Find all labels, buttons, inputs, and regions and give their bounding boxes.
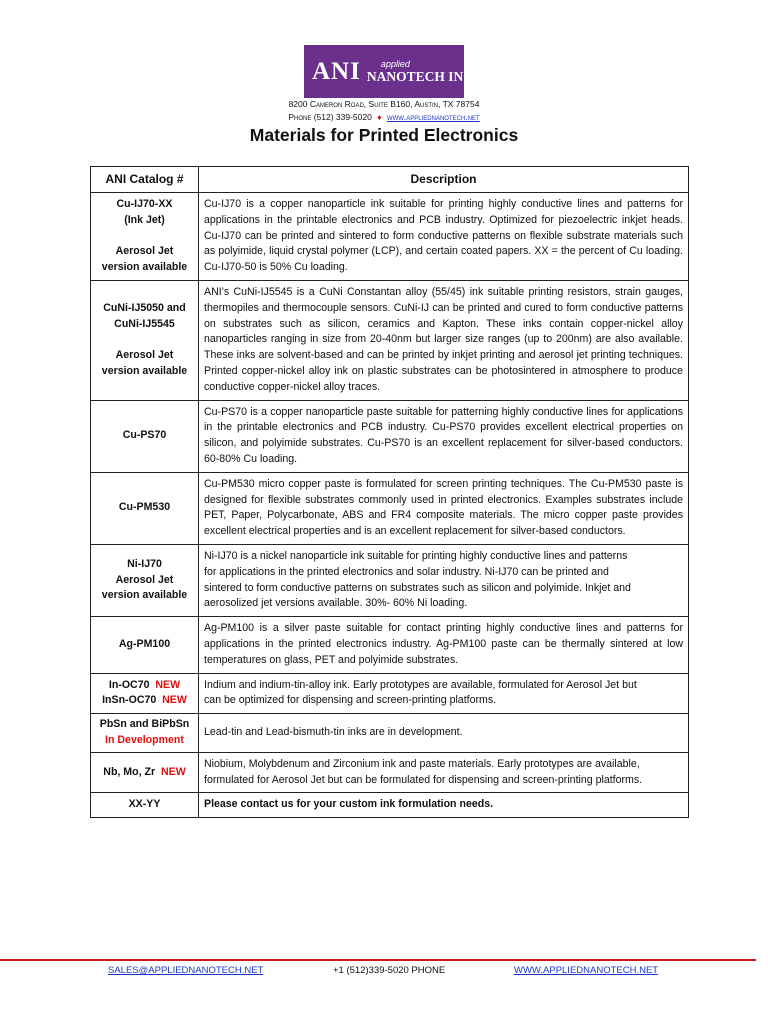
description-line: Indium and indium-tin-alloy ink. Early prototypes are available, formulated for Aerosol Jet but <box>204 678 637 691</box>
catalog-line: PbSn and BiPbSn <box>99 718 190 731</box>
description-cell: Cu-IJ70 is a copper nanoparticle ink suitable for printing highly conductive lines and patterns for applications in the printable electronics and PCB industry. Optimized for piezoelectric inkjet heads. Cu-IJ70 can be printed and sintered to form conductive patterns on flexible substrate materials such as polyimide, liquid crystal polymer (LCP), and certain coated papers. XX = the percent of Cu loading. Cu-IJ70-50 is 50% Cu loading. <box>199 193 689 281</box>
description-line: Niobium, Molybdenum and Zirconium ink and paste materials. Early prototypes are available, <box>204 757 640 770</box>
catalog-cell <box>91 714 199 753</box>
company-website-link[interactable]: www.appliednanotech.net <box>386 112 480 122</box>
table-row <box>91 617 689 673</box>
table-row <box>91 714 689 753</box>
table-header-row <box>91 167 689 193</box>
table-row <box>91 673 689 714</box>
table-row <box>91 280 689 400</box>
catalog-table <box>90 166 689 818</box>
catalog-cell <box>91 673 199 714</box>
catalog-line: version available <box>101 260 188 273</box>
description-column-header: Description <box>199 167 689 193</box>
product-name: In-OC70 <box>108 678 150 691</box>
catalog-line <box>93 678 196 694</box>
catalog-cell <box>91 544 199 616</box>
table-row <box>91 472 689 544</box>
catalog-line: Aerosol Jet <box>115 348 174 361</box>
logo-ani-text: ANI <box>312 57 361 85</box>
table-row <box>91 793 689 818</box>
catalog-line: Cu-IJ70-XX <box>116 198 173 211</box>
footer-website-link[interactable]: WWW.APPLIEDNANOTECH.NET <box>514 965 659 976</box>
catalog-line: Aerosol Jet <box>115 244 174 257</box>
catalog-line: version available <box>101 589 188 602</box>
footer-email-link[interactable]: SALES@APPLIEDNANOTECH.NET <box>108 965 264 976</box>
description-cell <box>199 673 689 714</box>
table-row <box>91 400 689 472</box>
description-cell: Please contact us for your custom ink formulation needs. <box>199 793 689 818</box>
description-line: can be optimized for dispensing and screen-printing platforms. <box>204 694 497 707</box>
catalog-line: Ni-IJ70 <box>127 557 162 570</box>
description-line: aerosolized jet versions available. 30%- 60% Ni loading. <box>204 597 468 610</box>
footer-divider <box>0 959 756 961</box>
product-name: InSn-OC70 <box>102 694 157 707</box>
product-name: Nb, Mo, Zr <box>103 765 156 778</box>
catalog-cell: XX-YY <box>91 793 199 818</box>
description-line: for applications in the printed electronics and solar industry. Ni-IJ70 can be printed and <box>204 565 609 578</box>
new-badge: NEW <box>160 765 186 778</box>
catalog-line: version available <box>101 364 188 377</box>
description-cell: Ag-PM100 is a silver paste suitable for contact printing highly conductive lines and patterns for applications in the printed electronics industry. Ag-PM100 paste can be thermally sintered at low temperatures on glass, PET and polyimide substrates. <box>199 617 689 673</box>
catalog-line <box>93 693 196 709</box>
description-line: formulated for Aerosol Jet but can be formulated for dispensing and screen-printing platforms. <box>204 773 643 786</box>
catalog-line: CuNi-IJ5050 and <box>103 302 186 315</box>
footer-phone: +1 (512)339-5020 PHONE <box>333 965 446 976</box>
description-line: sintered to form conductive patterns on substrates such as silicon and polyimide. Inkjet and <box>204 581 631 594</box>
catalog-cell <box>91 280 199 400</box>
table-row <box>91 752 689 793</box>
description-cell: Cu-PS70 is a copper nanoparticle paste suitable for patterning highly conductive lines for applications in the printable electronics and PCB industry. Cu-PS70 provides excellent electrical properties on silicon, and polyimide substrates. Cu-PS70 is an excellent replacement for silver-based conductors. 60-80% Cu loading. <box>199 400 689 472</box>
catalog-cell: Cu-PM530 <box>91 472 199 544</box>
description-cell: Lead-tin and Lead-bismuth-tin inks are in development. <box>199 714 689 753</box>
company-address: 8200 Cameron Road, Suite B160, Austin, TX 78754 <box>288 99 480 109</box>
description-cell: Cu-PM530 micro copper paste is formulated for screen printing techniques. The Cu-PM530 paste is designed for flexible substrates commonly used in printed electronics. Examples substrates include PET, Paper, Polycarbonate, ABS and FR4 composite materials. The micro copper paste provides excellent electrical properties and is an excellent replacement for silver-based conductors. <box>199 472 689 544</box>
status-badge: In Development <box>105 733 184 746</box>
catalog-line: CuNi-IJ5545 <box>114 317 175 330</box>
logo-applied-text: applied <box>380 58 410 69</box>
catalog-line: (Ink Jet) <box>124 214 165 227</box>
description-line: Ni-IJ70 is a nickel nanoparticle ink suitable for printing highly conductive lines and patterns <box>204 549 628 562</box>
new-badge: NEW <box>162 694 187 707</box>
company-phone: Phone (512) 339-5020 <box>288 112 372 122</box>
description-cell <box>199 544 689 616</box>
new-badge: NEW <box>155 678 181 691</box>
logo-nanotech-text: NANOTECH INC. <box>366 68 477 84</box>
catalog-line: Aerosol Jet <box>115 573 174 586</box>
description-cell <box>199 752 689 793</box>
company-logo <box>304 45 477 98</box>
catalog-cell: Cu-PS70 <box>91 400 199 472</box>
catalog-cell <box>91 193 199 281</box>
catalog-column-header: ANI Catalog # <box>91 167 199 193</box>
table-row <box>91 193 689 281</box>
description-cell: ANI’s CuNi-IJ5545 is a CuNi Constantan alloy (55/45) ink suitable printing resistors, strain gauges, thermopiles and thermocouple sensors. CuNi-IJ can be printed and cured to form conductive patterns on substrates such as silicon, ceramics and Kapton. These inks contain copper-nickel alloy nanoparticles ranging in size from 20-40nm but larger size ranges (up to 200nm) are also available. These inks are solvent-based and can be printed by inkjet printing and aerosol jet printing techniques. Printed copper-nickel alloy ink on plastic substrates can be photosintered in atmosphere to produce conductive copper-nickel alloy traces. <box>199 280 689 400</box>
catalog-cell <box>91 752 199 793</box>
catalog-cell: Ag-PM100 <box>91 617 199 673</box>
company-contact <box>0 112 768 122</box>
table-row <box>91 544 689 616</box>
diamond-icon: ♦ <box>377 112 382 122</box>
page-title: Materials for Printed Electronics <box>249 125 519 145</box>
